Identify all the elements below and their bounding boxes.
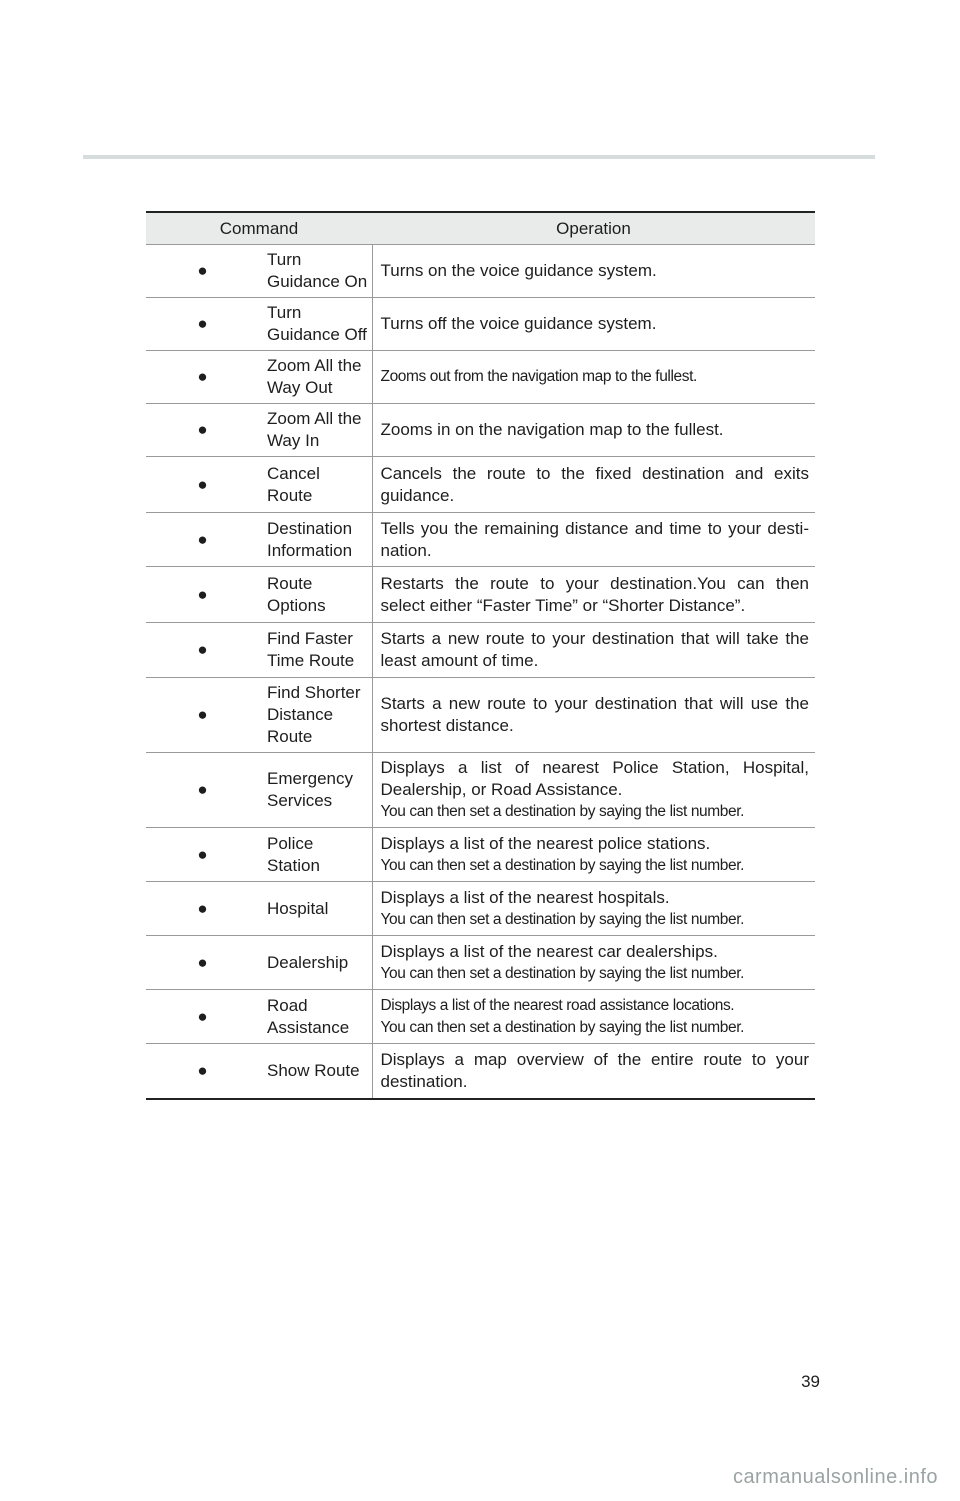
command-cell: Find Faster Time Route: [259, 623, 372, 678]
table-row: [146, 245, 815, 298]
command-cell: Emergency Services: [259, 753, 372, 828]
table-row: [146, 623, 815, 678]
header-rule: [83, 155, 875, 159]
command-cell: Police Station: [259, 828, 372, 882]
operation-cell: [372, 753, 815, 828]
bullet-icon: ●: [146, 623, 259, 678]
table-row: [146, 990, 815, 1044]
table-row: [146, 753, 815, 828]
table-row: [146, 298, 815, 351]
bullet-icon: ●: [146, 990, 259, 1044]
command-cell: Cancel Route: [259, 457, 372, 513]
table-row: [146, 567, 815, 623]
operation-cell: [372, 990, 815, 1044]
voice-command-table: [146, 211, 815, 1100]
operation-cell: [372, 828, 815, 882]
operation-cell: [372, 678, 815, 753]
operation-text: Displays a list of the nearest road assistance locations.: [380, 996, 735, 1014]
table-row: [146, 678, 815, 753]
operation-cell: [372, 351, 815, 404]
bullet-icon: ●: [146, 351, 259, 404]
bullet-icon: ●: [146, 882, 259, 936]
operation-text: Displays a list of nearest Police Station, Hospital, Dealership, or Road Assistance.: [380, 758, 809, 799]
bullet-icon: ●: [146, 753, 259, 828]
operation-cell: [372, 245, 815, 298]
command-cell: Zoom All the Way In: [259, 404, 372, 457]
operation-text: Displays a list of the nearest car dealerships.: [380, 941, 718, 961]
operation-text: Starts a new route to your destination that will use the shortest distance.: [380, 694, 809, 735]
bullet-icon: ●: [146, 298, 259, 351]
operation-cell: [372, 882, 815, 936]
operation-cell: [372, 1044, 815, 1099]
command-cell: Destination Information: [259, 513, 372, 567]
operation-cell: [372, 404, 815, 457]
operation-text: Tells you the remaining distance and time to your desti-nation.: [380, 518, 809, 560]
operation-text: Starts a new route to your destination that will take the least amount of time.: [380, 629, 809, 670]
command-cell: Turn Guidance Off: [259, 298, 372, 351]
operation-note: You can then set a destination by saying the list number.: [380, 803, 745, 820]
operation-cell: [372, 298, 815, 351]
operation-text: Turns on the voice guidance system.: [380, 261, 657, 280]
page-number: 39: [801, 1372, 820, 1391]
watermark: carmanualsonline.info: [732, 1466, 938, 1488]
operation-text: Displays a map overview of the entire route to your destination.: [380, 1049, 809, 1091]
table-header-row: [146, 212, 815, 245]
operation-note: You can then set a destination by saying the list number.: [380, 964, 745, 982]
command-cell: Zoom All the Way Out: [259, 351, 372, 404]
operation-text: Zooms out from the navigation map to the fullest.: [380, 368, 697, 385]
bullet-icon: ●: [146, 457, 259, 513]
operation-text: Restarts the route to your destination.You can then select either “Faster Time” or “Shorter Distance”.: [380, 573, 809, 615]
operation-note: You can then set a destination by saying the list number.: [380, 910, 745, 928]
operation-cell: [372, 513, 815, 567]
operation-cell: [372, 936, 815, 990]
table-row: [146, 1044, 815, 1099]
bullet-icon: ●: [197, 1060, 208, 1080]
bullet-icon: ●: [146, 404, 259, 457]
command-cell: Dealership: [259, 936, 372, 990]
table-row: [146, 351, 815, 404]
operation-note: You can then set a destination by saying the list number.: [380, 856, 745, 874]
table-row: [146, 936, 815, 990]
bullet-icon: ●: [146, 678, 259, 753]
bullet-icon: ●: [146, 828, 259, 882]
operation-cell: [372, 567, 815, 623]
command-column-header: Command: [146, 212, 372, 245]
operation-text: Displays a list of the nearest police stations.: [380, 833, 711, 853]
command-cell: Hospital: [259, 882, 372, 936]
bullet-icon: ●: [146, 567, 259, 623]
command-cell: Turn Guidance On: [259, 245, 372, 298]
command-cell: Show Route: [259, 1044, 372, 1099]
bullet-icon: ●: [146, 513, 259, 567]
operation-text: Turns off the voice guidance system.: [380, 314, 657, 333]
command-cell: Find Shorter Distance Route: [259, 678, 372, 753]
table-row: [146, 828, 815, 882]
operation-text: Zooms in on the navigation map to the fullest.: [380, 420, 724, 439]
operation-cell: [372, 623, 815, 678]
command-cell: Route Options: [259, 567, 372, 623]
table-row: [146, 457, 815, 513]
bullet-icon: ●: [146, 936, 259, 990]
table-row: [146, 404, 815, 457]
operation-cell: [372, 457, 815, 513]
operation-text: Displays a list of the nearest hospitals.: [380, 887, 670, 907]
operation-text: Cancels the route to the fixed destination and exits guidance.: [380, 463, 809, 505]
bullet-icon: ●: [146, 245, 259, 298]
command-cell: Road Assistance: [259, 990, 372, 1044]
operation-note: You can then set a destination by saying the list number.: [380, 1018, 745, 1036]
table-row: [146, 513, 815, 567]
operation-column-header: Operation: [372, 212, 815, 245]
table-row: [146, 882, 815, 936]
